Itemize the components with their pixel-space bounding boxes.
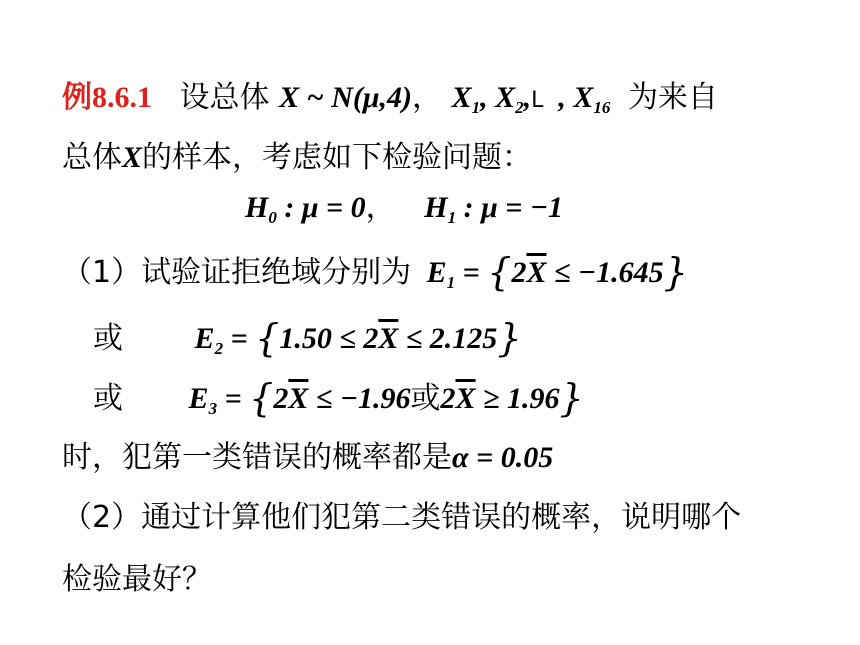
- or-label-2: 或: [93, 381, 123, 416]
- part2-line2: 检验最好？: [62, 562, 212, 597]
- population-dist: X ~ N(μ,4): [279, 81, 413, 114]
- e2-line: [93, 318, 522, 359]
- alpha-value: α = 0.05: [452, 441, 554, 474]
- region-e1: $E_1 = \{2\overline{X} \le -1.645\}$: [426, 250, 688, 294]
- region-e2: $E_2 = \{1.50 \le 2\overline{X} \le 2.125\}$: [194, 316, 522, 360]
- hypotheses: $H_0$ : μ = 0， $H_1$ : μ = −1: [245, 190, 564, 227]
- region-e3: $E_3 = \{2\overline{X} \le -1.96$或$2\overline{X} \ge 1.96$}: [188, 376, 584, 420]
- conclusion-text: 时，犯第一类错误的概率都是: [62, 440, 452, 475]
- example-title-line: 例8.6.1 设总体 X ~ N(μ,4)， $X_1$, $X_2,L$ , $X_{16}$ 为来自: [62, 80, 718, 117]
- example-line2: 总体X的样本，考虑如下检验问题：: [62, 140, 533, 175]
- conclusion-line: [62, 438, 553, 478]
- part1-label: （1）试验证拒绝域分别为: [62, 255, 412, 290]
- example-label: 例8.6.1: [62, 81, 152, 114]
- or-label-1: 或: [93, 321, 123, 356]
- from-text: 为来自: [627, 80, 718, 115]
- intro-text: 设总体: [179, 80, 270, 115]
- e3-line: [93, 378, 584, 419]
- part1-line: [62, 252, 688, 293]
- sample-list: $X_1$, $X_2,L$ , $X_{16}$: [451, 81, 611, 117]
- part2-line1: （2）通过计算他们犯第二类错误的概率，说明哪个: [62, 500, 742, 535]
